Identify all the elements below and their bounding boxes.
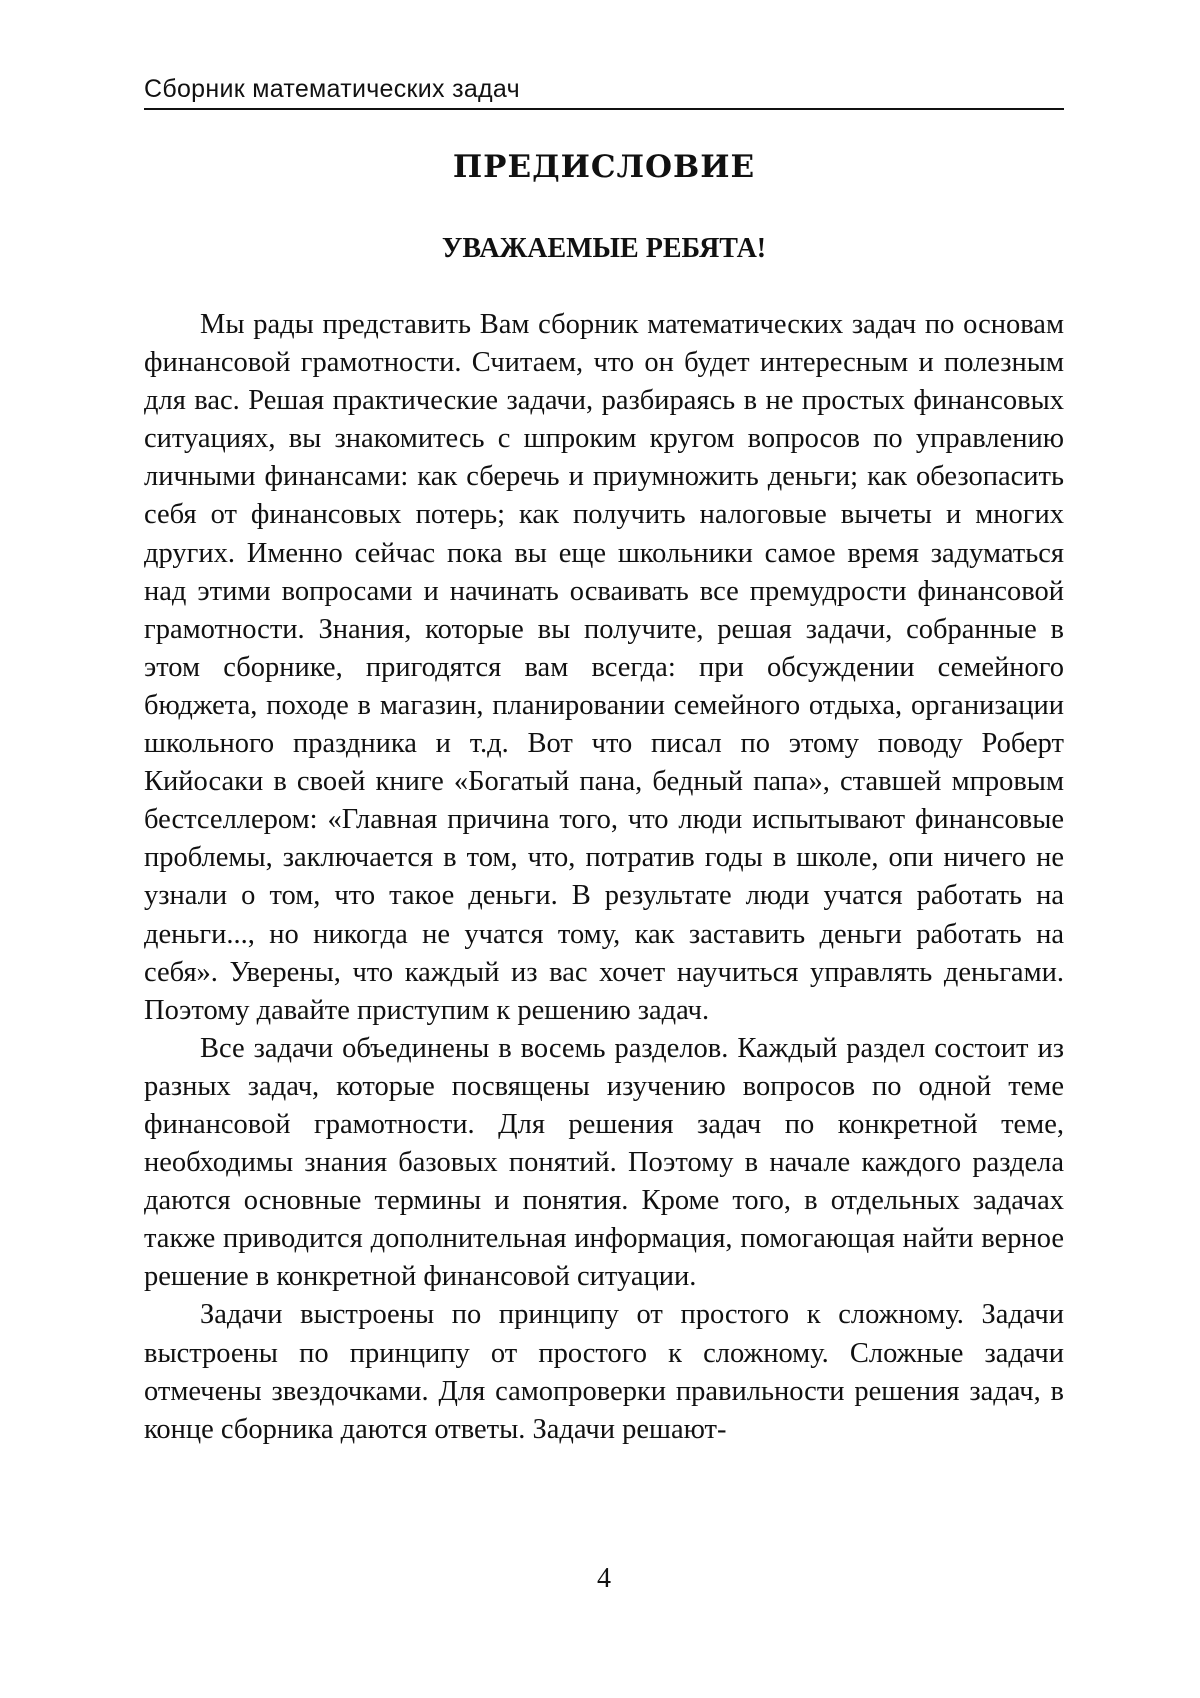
paragraph-intro: Мы рады представить Вам сборник математических задач по основам финансовой грамотности. Считаем, что он будет интерес­ным и полезным для вас. Решая практические задачи, разбираясь в не простых финансовых ситуациях, вы знакомитесь с шпроким кругом вопросов по управлению личными финансами: как сберечь и приумножить деньги; как обезопасить себя от финансовых по­терь; как получить налоговые вычеты и многих других. Именно сейчас пока вы еще школьники самое время задуматься над этими вопросами и начинать осваивать все премудрости финансовой гра­мотности. Знания, которые вы получите, решая задачи, собранные в этом сборнике, пригодятся вам всегда: при обсуждении семейно­го бюджета, походе в магазин, планировании семейного отдыха, организации школьного праздника и т.д. Вот что писал по этому поводу Роберт Кийосаки в своей книге «Богатый пана, бедный па­па», ставшей мпровым бестселлером: «Главная причина того, что люди испытывают финансовые проблемы, заключается в том, что, потратив годы в школе, опи ничего не узнали о том, что такое деньги. В результате люди учатся работать на деньги..., но никогда не учатся тому, как заставить деньги работать на себя». Уверены, что каждый из вас хочет научиться управлять деньгами. Поэтому давайте приступим к решению задач.	[144, 306, 1064, 1030]
page-title: ПРЕДИСЛОВИЕ	[144, 148, 1064, 186]
greeting-subtitle: УВАЖАЕМЫЕ РЕБЯТА!	[144, 232, 1064, 266]
running-header-title: Сборник математических задач	[144, 75, 520, 103]
page-number: 4	[144, 1562, 1064, 1596]
paragraph-sections: Все задачи объединены в восемь разделов. Каждый раздел состоит из разных задач, которые посвящены изучению вопросов по одной теме финансовой грамотности. Для решения задач по конкретной теме, необходимы знания базовых понятий. Поэтому в начале каждого раздела даются основные термины и понятия. Кроме того, в отдельных задачах также приводится дополнитель­ная информация, помогающая найти верное решение в конкрет­ной финансовой ситуации.	[144, 1030, 1064, 1297]
running-header	[144, 74, 1064, 110]
paragraph-difficulty: Задачи выстроены по принципу от простого к сложному. За­дачи выстроены по принципу от простого к сложному. Сложные задачи отмечены звездочками. Для самопроверки правильности решения задач, в конце сборника даются ответы. Задачи решают-	[144, 1296, 1064, 1448]
body-text	[144, 306, 1064, 1449]
